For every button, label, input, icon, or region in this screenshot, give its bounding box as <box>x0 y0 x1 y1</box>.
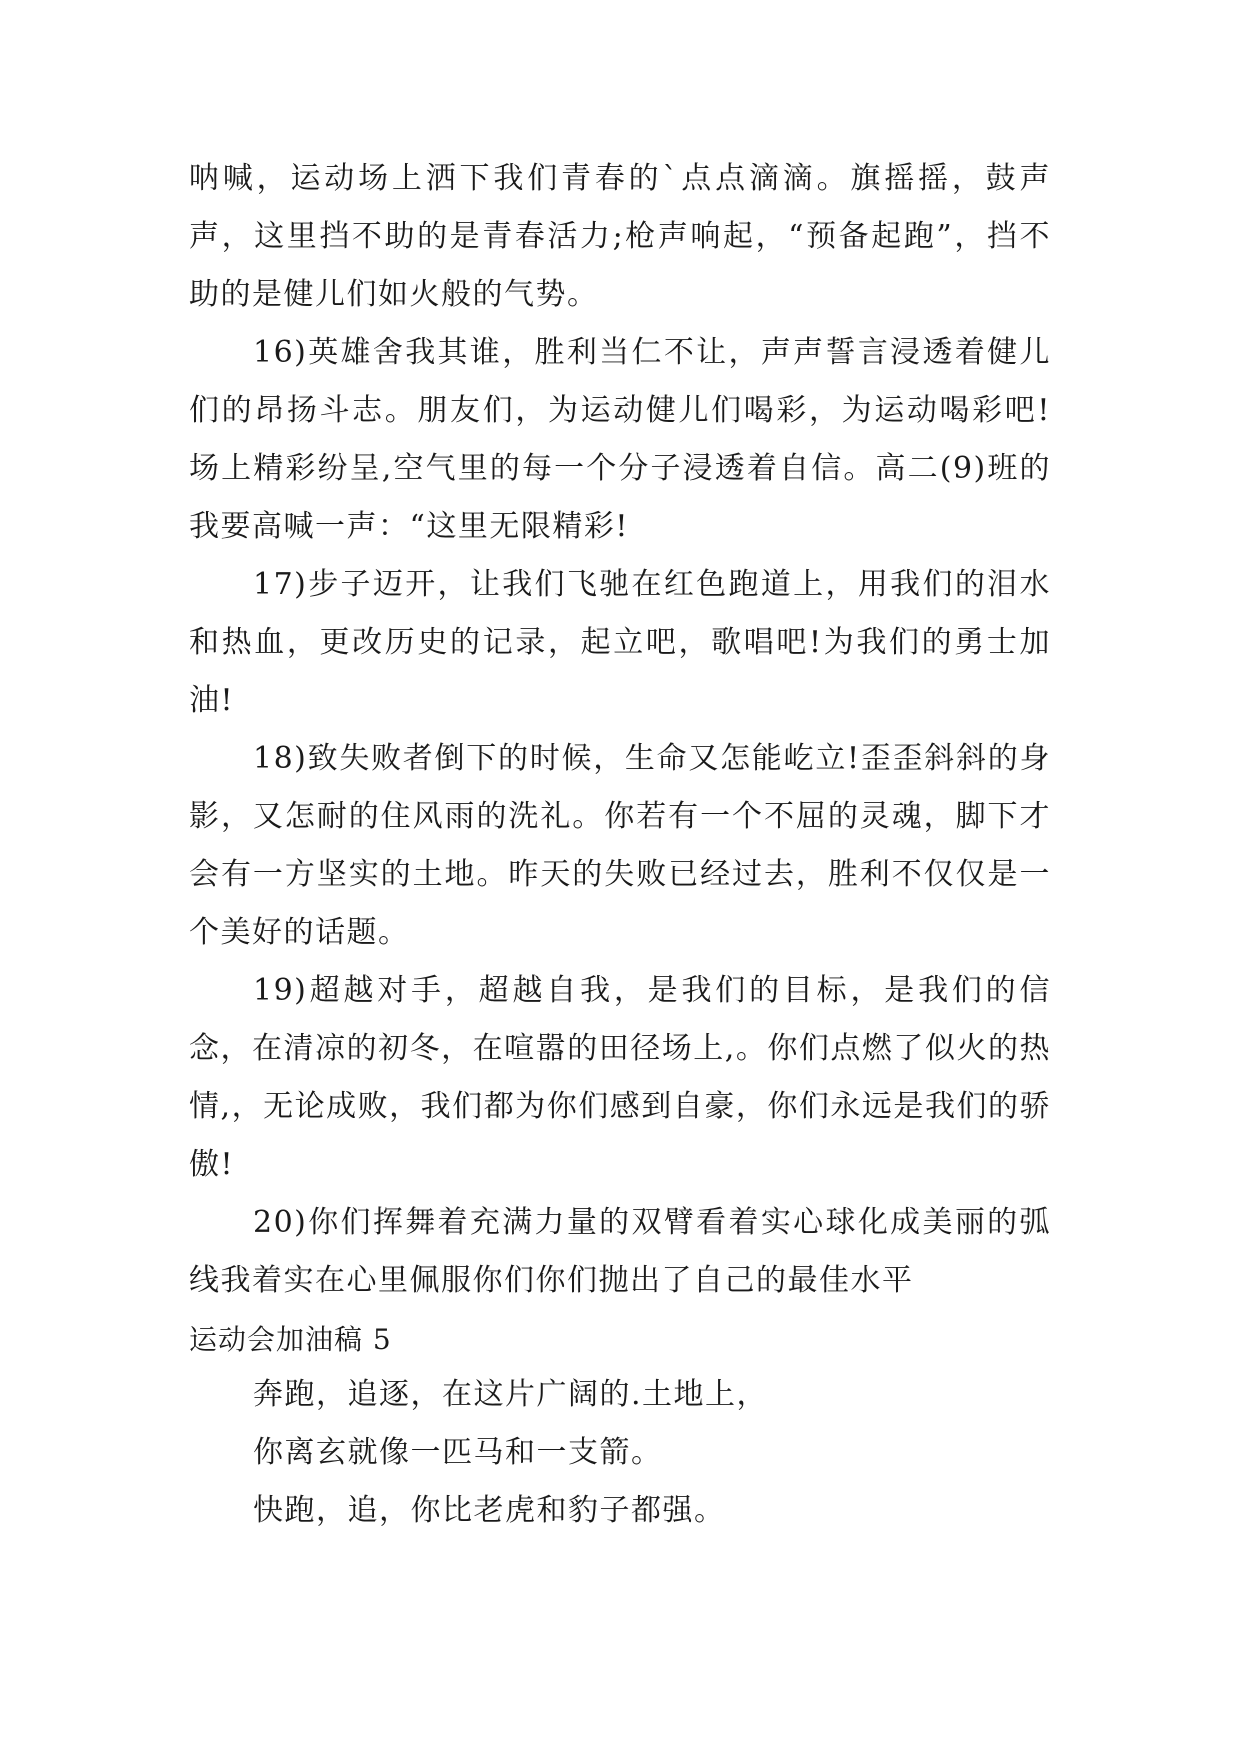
paragraph-15-continuation: 呐喊，运动场上洒下我们青春的`点点滴滴。旗摇摇，鼓声声，这里挡不助的是青春活力;枪声响起，“预备起跑”，挡不助的是健儿们如火般的气势。 <box>189 161 1051 312</box>
paragraph-16: 16)英雄舍我其谁，胜利当仁不让，声声誓言浸透着健儿们的昂扬斗志。朋友们，为运动健儿们喝彩，为运动喝彩吧!场上精彩纷呈,空气里的每一个分子浸透着自信。高二(9)班的我要高喊一声：“这里无限精彩! <box>189 335 1051 544</box>
paragraph-19: 19)超越对手，超越自我，是我们的目标，是我们的信念，在清凉的初冬，在喧嚣的田径场上,。你们点燃了似火的热情,，无论成败，我们都为你们感到自豪，你们永远是我们的骄傲! <box>189 973 1051 1182</box>
document-body <box>189 150 1051 1540</box>
section-heading: 运动会加油稿 5 <box>189 1323 392 1356</box>
paragraph-17: 17)步子迈开，让我们飞驰在红色跑道上，用我们的泪水和热血，更改历史的记录，起立吧，歌唱吧!为我们的勇士加油! <box>189 567 1051 718</box>
verse-line: 你离玄就像一匹马和一支箭。 <box>253 1435 663 1470</box>
paragraph-20: 20)你们挥舞着充满力量的双臂看着实心球化成美丽的弧线我着实在心里佩服你们你们抛出了自己的最佳水平 <box>189 1205 1051 1298</box>
paragraph-18: 18)致失败者倒下的时候，生命又怎能屹立!歪歪斜斜的身影，又怎耐的住风雨的洗礼。你若有一个不屈的灵魂，脚下才会有一方坚实的土地。昨天的失败已经过去，胜利不仅仅是一个美好的话题。 <box>189 741 1051 950</box>
verse-line: 快跑，追，你比老虎和豹子都强。 <box>253 1493 726 1528</box>
verse-line: 奔跑，追逐，在这片广阔的.土地上， <box>253 1377 769 1412</box>
